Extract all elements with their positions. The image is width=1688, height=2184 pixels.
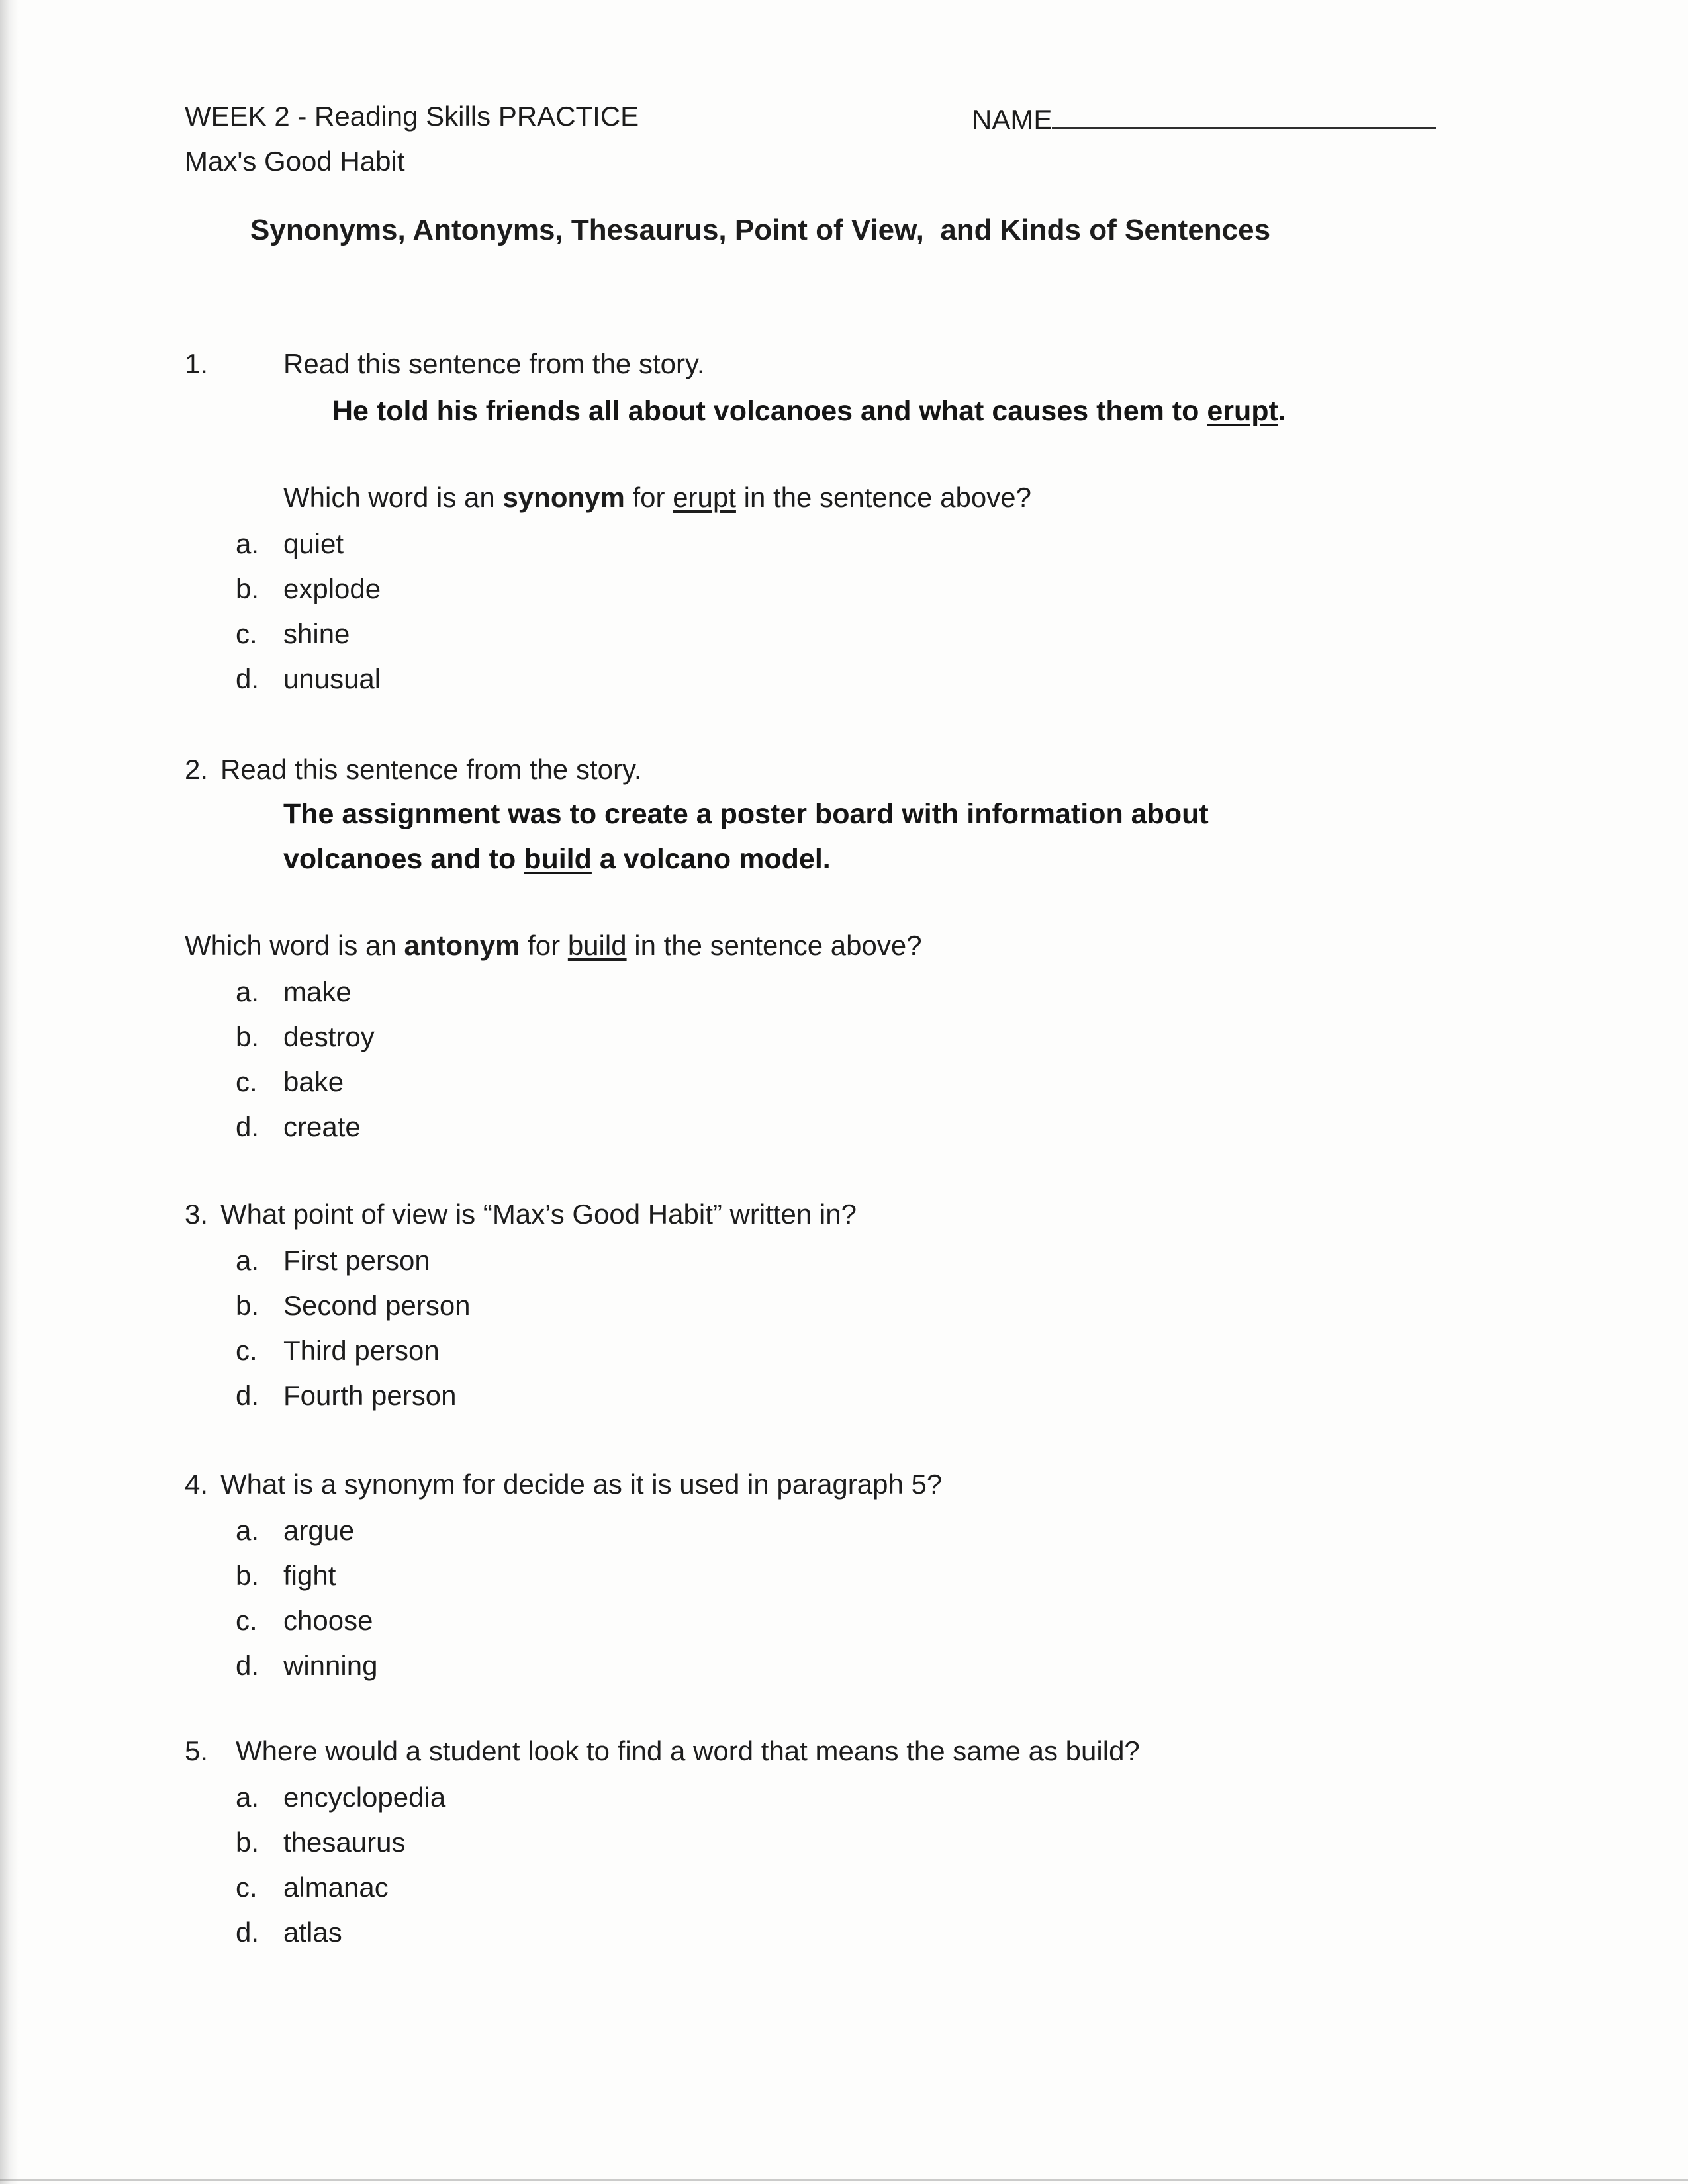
- answer-choice-c: [236, 1604, 1523, 1638]
- stem-text: Which word is an: [283, 482, 503, 513]
- answer-choice-b: [236, 1020, 1523, 1054]
- question-5-number: 5.: [185, 1735, 209, 1766]
- choice-letter: d.: [236, 1111, 259, 1142]
- question-3-prompt: What point of view is “Max’s Good Habit” written in?: [220, 1199, 857, 1230]
- question-4-number: 4.: [185, 1469, 209, 1500]
- choice-text: explode: [283, 573, 381, 604]
- choice-letter: d.: [236, 1917, 259, 1948]
- name-blank-line: [1052, 99, 1436, 129]
- question-5: [185, 1734, 1523, 1950]
- question-4: [185, 1467, 1523, 1683]
- question-3-prompt-line: [185, 1197, 1523, 1232]
- stem-text: for: [624, 482, 673, 513]
- question-2-number: 2.: [185, 754, 209, 785]
- choice-letter: d.: [236, 1380, 259, 1411]
- quote-line-2: [283, 841, 1523, 877]
- scan-left-edge-artifact: [0, 0, 19, 2184]
- question-2-prompt: Read this sentence from the story.: [220, 754, 642, 785]
- question-2-choices: [185, 975, 1523, 1144]
- stem-keyword: antonym: [404, 930, 520, 961]
- choice-text: Fourth person: [283, 1380, 457, 1411]
- page-content: [185, 99, 1523, 1960]
- choice-text: winning: [283, 1650, 378, 1681]
- choice-letter: b.: [236, 1021, 259, 1052]
- question-1-stem: [283, 480, 1523, 515]
- choice-letter: a.: [236, 1782, 259, 1813]
- quote-text: volcanoes and to: [283, 843, 524, 875]
- choice-text: argue: [283, 1515, 355, 1546]
- choice-text: thesaurus: [283, 1827, 406, 1858]
- scan-bottom-edge-artifact: [0, 2179, 1688, 2181]
- choice-text: unusual: [283, 663, 381, 694]
- answer-choice-d: [236, 1379, 1523, 1413]
- choice-letter: a.: [236, 1515, 259, 1546]
- answer-choice-d: [236, 1649, 1523, 1683]
- choice-text: Second person: [283, 1290, 471, 1321]
- stem-underlined-word: build: [567, 930, 627, 961]
- quote-text-end: .: [1278, 395, 1286, 427]
- header: [185, 99, 1523, 179]
- stem-text: for: [520, 930, 568, 961]
- question-3-number: 3.: [185, 1199, 209, 1230]
- question-2: [185, 752, 1523, 1144]
- name-label: NAME: [972, 104, 1053, 135]
- answer-choice-a: [236, 1780, 1523, 1815]
- choice-text: encyclopedia: [283, 1782, 446, 1813]
- quote-line-1: The assignment was to create a poster board with information about: [283, 798, 1209, 830]
- choice-letter: c.: [236, 1872, 258, 1903]
- stem-text: Which word is an: [185, 930, 404, 961]
- answer-choice-c: [236, 1334, 1523, 1368]
- choice-text: atlas: [283, 1917, 342, 1948]
- worksheet-heading-line2: Max's Good Habit: [185, 146, 405, 177]
- answer-choice-d: [236, 1110, 1523, 1144]
- choice-text: quiet: [283, 528, 344, 559]
- stem-underlined-word: erupt: [673, 482, 736, 513]
- question-1: [185, 347, 1523, 696]
- choice-text: almanac: [283, 1872, 389, 1903]
- question-2-quote: [283, 796, 1523, 877]
- answer-choice-d: [236, 1915, 1523, 1950]
- choice-letter: d.: [236, 663, 259, 694]
- choice-letter: b.: [236, 1827, 259, 1858]
- answer-choice-b: [236, 1825, 1523, 1860]
- choice-letter: c.: [236, 1066, 258, 1097]
- question-1-prompt: Read this sentence from the story.: [283, 348, 705, 379]
- name-field: [972, 99, 1436, 137]
- answer-choice-c: [236, 1870, 1523, 1905]
- choice-letter: c.: [236, 1605, 258, 1636]
- question-2-prompt-line: [185, 752, 1523, 787]
- choice-text: destroy: [283, 1021, 375, 1052]
- choice-letter: d.: [236, 1650, 259, 1681]
- answer-choice-c: [236, 1065, 1523, 1099]
- question-2-stem: [185, 929, 1523, 963]
- choice-letter: c.: [236, 618, 258, 649]
- question-4-prompt: What is a synonym for decide as it is used in paragraph 5?: [220, 1469, 943, 1500]
- quote-underlined-word: erupt: [1207, 395, 1278, 427]
- choice-letter: b.: [236, 573, 259, 604]
- answer-choice-a: [236, 975, 1523, 1009]
- stem-text-end: in the sentence above?: [626, 930, 922, 961]
- question-1-prompt-line: [185, 347, 1523, 381]
- answer-choice-b: [236, 1559, 1523, 1593]
- answer-choice-c: [236, 617, 1523, 651]
- choice-letter: c.: [236, 1335, 258, 1366]
- choice-text: fight: [283, 1560, 336, 1591]
- choice-text: bake: [283, 1066, 344, 1097]
- choice-letter: b.: [236, 1560, 259, 1591]
- question-3: [185, 1197, 1523, 1413]
- answer-choice-b: [236, 572, 1523, 606]
- answer-choice-d: [236, 662, 1523, 696]
- choice-letter: a.: [236, 976, 259, 1007]
- question-5-prompt: Where would a student look to find a word that means the same as build?: [236, 1735, 1140, 1766]
- choice-text: create: [283, 1111, 361, 1142]
- answer-choice-b: [236, 1289, 1523, 1323]
- quote-text: He told his friends all about volcanoes and what causes them to: [332, 395, 1207, 427]
- page-title: Synonyms, Antonyms, Thesaurus, Point of View, and Kinds of Sentences: [250, 214, 1271, 246]
- quote-underlined-word: build: [524, 843, 592, 875]
- choice-letter: b.: [236, 1290, 259, 1321]
- choice-letter: a.: [236, 528, 259, 559]
- question-4-prompt-line: [185, 1467, 1523, 1502]
- question-1-number: 1.: [185, 348, 209, 379]
- choice-text: First person: [283, 1245, 430, 1276]
- stem-text-end: in the sentence above?: [735, 482, 1031, 513]
- question-4-choices: [185, 1514, 1523, 1683]
- answer-choice-a: [236, 1244, 1523, 1278]
- question-1-quote: [332, 393, 1523, 429]
- answer-choice-a: [236, 1514, 1523, 1548]
- choice-letter: a.: [236, 1245, 259, 1276]
- choice-text: choose: [283, 1605, 373, 1636]
- answer-choice-a: [236, 527, 1523, 561]
- worksheet-heading-line1: WEEK 2 - Reading Skills PRACTICE: [185, 101, 639, 132]
- question-1-choices: [185, 527, 1523, 696]
- question-5-prompt-line: [185, 1734, 1523, 1768]
- quote-text-end: a volcano model.: [591, 843, 831, 875]
- choice-text: Third person: [283, 1335, 440, 1366]
- choice-text: make: [283, 976, 352, 1007]
- question-5-choices: [185, 1780, 1523, 1950]
- question-3-choices: [185, 1244, 1523, 1413]
- stem-keyword: synonym: [502, 482, 625, 513]
- choice-text: shine: [283, 618, 350, 649]
